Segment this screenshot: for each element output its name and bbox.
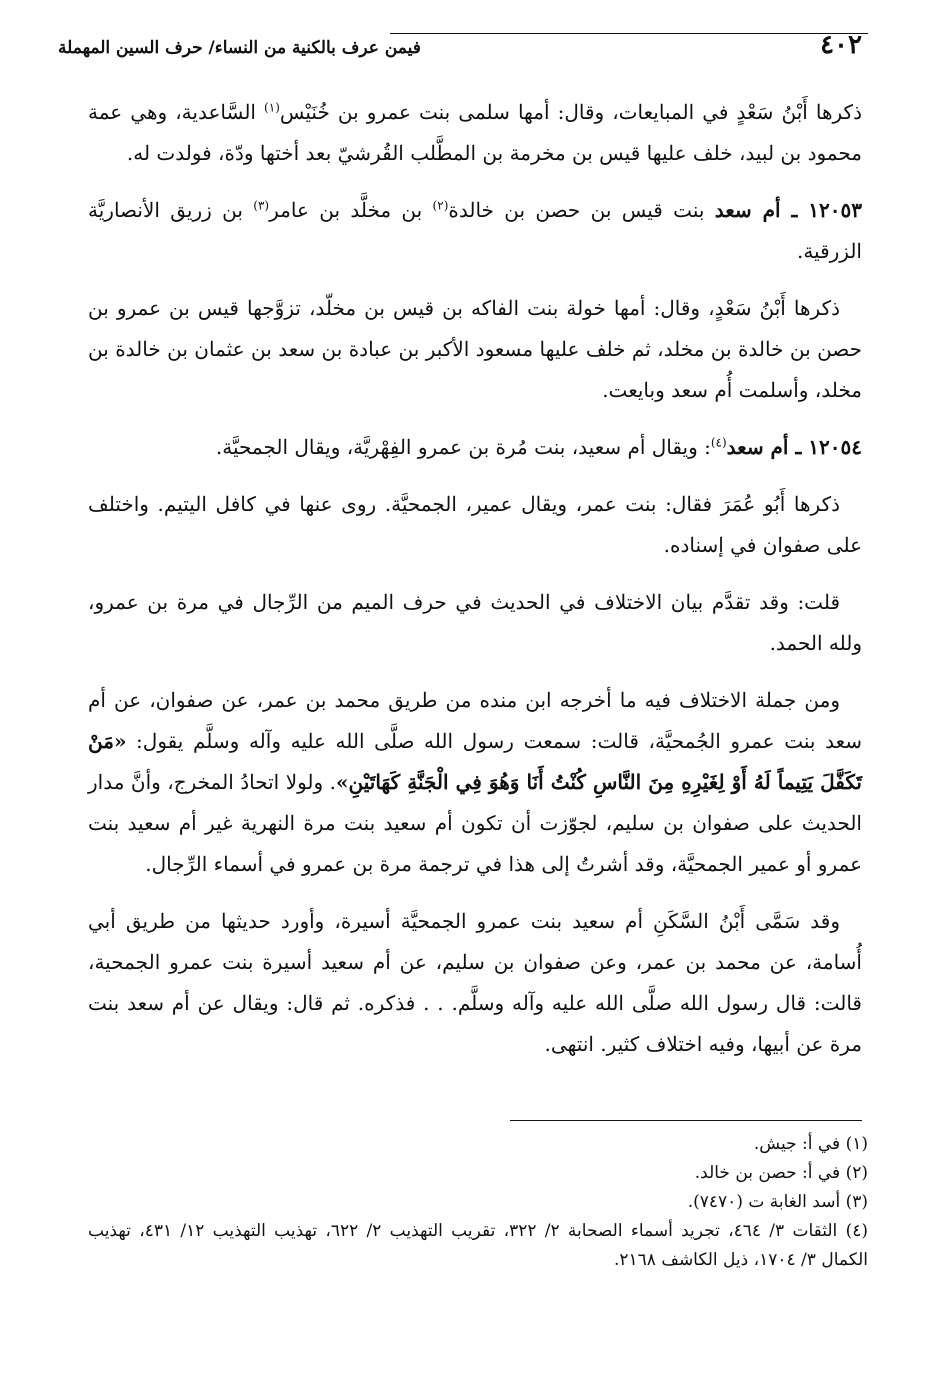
paragraph-6: قلت: وقد تقدَّم بيان الاختلاف في الحديث في حرف الميم من الرِّجال في مرة بن عمرو، ولله الحمد. — [88, 590, 862, 655]
hadith-quote: «مَنْ تَكَفَّلَ يَتِيماً لَهُ أَوْ لِغَيْرِهِ مِنَ النَّاسِ كُنْتُ أَنَا وَهُوَ فِي الْجَنَّةِ كَهَاتَيْنِ» — [88, 729, 862, 794]
paragraph-3: ذكرها أَبْنُ سَعْدٍ، وقال: أمها خولة بنت الفاكه بن قيس بن مخلّد، تزوَّجها قيس بن عمرو بن حصن بن خالدة بن مخلد، ثم خلف عليها مسعود الأكبر بن عبادة بن سعد بن عثمان بن خالدة بن مخلد، وأسلمت أُم سعد وبايعت. — [88, 296, 862, 402]
footnote-rule — [510, 1120, 862, 1121]
page-header — [58, 30, 862, 70]
entry-number: ١٢٠٥٤ ـ — [795, 435, 862, 459]
footnote-ref: (٣) — [253, 198, 270, 213]
paragraph-text: . ولولا اتحادُ المخرج، وأنَّ مدار الحديث على صفوان بن سليم، لجوّزت أن تكون أم سعيد بنت مرة النهرية غير أم سعيد بنت عمرو أو عمير الجمحيَّة، وقد أشرتُ إلى هذا في ترجمة مرة بن عمرو في أسماء الرِّجال. — [88, 770, 862, 876]
entry-text: بن مخلَّد بن عامر — [269, 198, 433, 222]
paragraph-1 — [88, 92, 862, 174]
entry-12053 — [88, 190, 862, 272]
footnote-4: (٤) الثقات ٣/ ٤٦٤، تجريد أسماء الصحابة ٢/ ٣٢٢، تقريب التهذيب ٢/ ٦٢٢، تهذيب التهذيب ١٢/ ٤٣١، تهذيب الكمال ٣/ ١٧٠٤، ذيل الكاشف ٢١٦٨. — [88, 1221, 868, 1270]
footnote-2: (٢) في أ: حصن بن خالد. — [694, 1163, 868, 1183]
footnote-ref: (٤) — [710, 435, 727, 450]
paragraph-text: ذكرها أَبْنُ سَعْدٍ في المبايعات، وقال: أمها سلمى بنت عمرو بن خُنَيْس — [279, 100, 862, 124]
paragraph-5: ذكرها أَبُو عُمَرَ فقال: بنت عمر، ويقال عمير، الجمحيَّة. روى عنها في كافل اليتيم. واختلف على صفوان في إسناده. — [88, 492, 862, 557]
footnote-ref: (٢) — [432, 198, 449, 213]
entry-12054 — [88, 427, 862, 468]
paragraph-text: السَّاعدية، وهي عمة محمود بن لبيد، خلف عليها قيس بن مخرمة بن المطَّلب القُرشيّ بعد أختها ودّة، فولدت له. — [88, 100, 862, 165]
entry-text: بن زريق الأنصاريَّة الزرقية. — [88, 198, 862, 263]
header-rule — [390, 33, 868, 34]
entry-name: أم سعد — [726, 435, 796, 459]
page-number: ٤٠٢ — [820, 30, 862, 60]
footnote-3: (٣) أسد الغابة ت (٧٤٧٠). — [687, 1192, 868, 1212]
entry-name: أم سعد — [714, 198, 792, 222]
main-text — [88, 92, 862, 1081]
entry-number: ١٢٠٥٣ ـ — [791, 198, 863, 222]
running-title: فيمن عرف بالكنية من النساء/ حرف السين المهملة — [58, 38, 421, 58]
footnotes — [88, 1130, 868, 1275]
paragraph-8: وقد سَمَّى أَبْنُ السَّكَنِ أم سعيد بنت عمرو الجمحيَّة أسيرة، وأورد حديثها من طريق أبي أُسامة، عن محمد بن عمر، وعن صفوان بن سليم، عن أم سعيد أسيرة بنت عمرو الجمحية، قالت: قال رسول الله صلَّى الله عليه وآله وسلَّم. . . فذكره. ثم قال: ويقال عن أم سعد بنت مرة عن أبيها، وفيه اختلاف كثير. انتهى. — [88, 909, 862, 1056]
entry-text: بنت قيس بن حصن بن خالدة — [448, 198, 715, 222]
footnote-1: (١) في أ: جيش. — [753, 1134, 868, 1154]
paragraph-text: ومن جملة الاختلاف فيه ما أخرجه ابن منده من طريق محمد بن عمر، عن صفوان، عن أم سعد بنت عمرو الجُمحيَّة، قالت: سمعت رسول الله صلَّى الله عليه وآله وسلَّم يقول: — [88, 688, 862, 753]
paragraph-7 — [88, 680, 862, 885]
footnote-ref: (١) — [264, 100, 280, 115]
entry-text: : ويقال أم سعيد، بنت مُرة بن عمرو الفِهْريَّة، ويقال الجمحيَّة. — [215, 435, 711, 459]
